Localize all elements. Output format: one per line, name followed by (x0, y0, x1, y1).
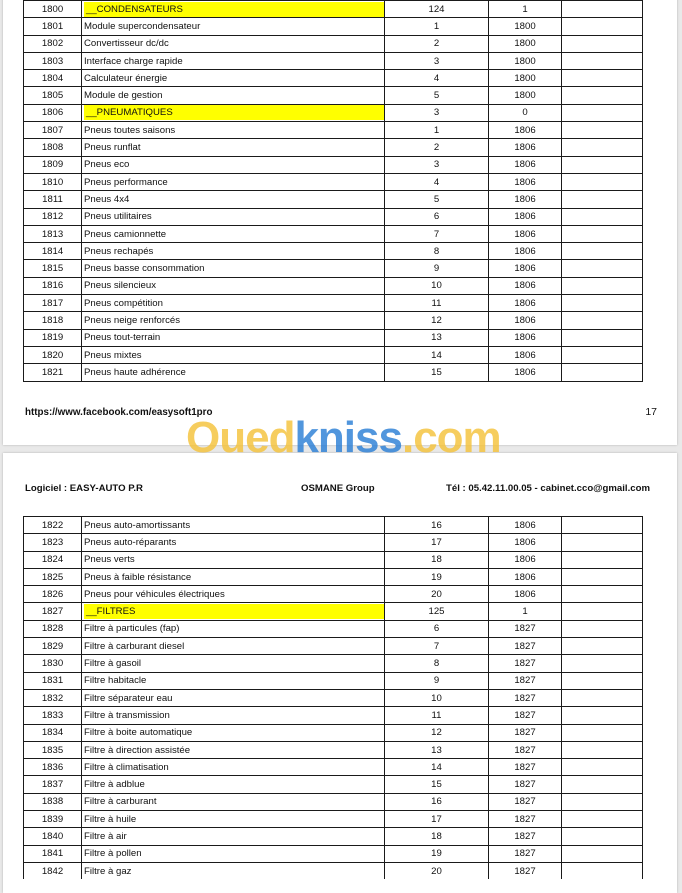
parent-cell: 1806 (489, 586, 562, 603)
header-company: OSMANE Group (301, 483, 375, 494)
code-cell: 1830 (24, 655, 82, 672)
empty-cell (562, 620, 643, 637)
parent-cell: 1806 (489, 364, 562, 381)
code-cell: 1812 (24, 208, 82, 225)
empty-cell (562, 724, 643, 741)
code-cell: 1813 (24, 225, 82, 242)
parent-cell: 1827 (489, 672, 562, 689)
name-cell: Interface charge rapide (82, 52, 385, 69)
order-cell: 124 (385, 1, 489, 18)
name-cell: Pneus haute adhérence (82, 364, 385, 381)
empty-cell (562, 638, 643, 655)
table-row (24, 139, 643, 156)
group-label: __FILTRES (84, 604, 384, 619)
parent-cell: 1806 (489, 568, 562, 585)
parent-cell: 1 (489, 603, 562, 620)
table-row (24, 243, 643, 260)
category-table-page-18 (23, 516, 643, 879)
table-row (24, 122, 643, 139)
parent-cell: 1806 (489, 191, 562, 208)
order-cell: 3 (385, 104, 489, 121)
table-row (24, 191, 643, 208)
empty-cell (562, 156, 643, 173)
name-cell: Pneus runflat (82, 139, 385, 156)
parent-cell: 1806 (489, 260, 562, 277)
table-row (24, 811, 643, 828)
parent-cell: 1806 (489, 517, 562, 534)
code-cell: 1829 (24, 638, 82, 655)
table-row (24, 620, 643, 637)
parent-cell: 1827 (489, 811, 562, 828)
name-cell: Pneus performance (82, 173, 385, 190)
header-software: Logiciel : EASY-AUTO P.R (25, 483, 143, 494)
parent-cell: 1806 (489, 173, 562, 190)
name-cell: Filtre habitacle (82, 672, 385, 689)
table-row (24, 568, 643, 585)
name-cell: Filtre séparateur eau (82, 689, 385, 706)
empty-cell (562, 52, 643, 69)
name-cell: Filtre à carburant (82, 793, 385, 810)
order-cell: 10 (385, 277, 489, 294)
empty-cell (562, 18, 643, 35)
order-cell: 20 (385, 586, 489, 603)
parent-cell: 1806 (489, 329, 562, 346)
order-cell: 14 (385, 346, 489, 363)
parent-cell: 0 (489, 104, 562, 121)
empty-cell (562, 70, 643, 87)
empty-cell (562, 845, 643, 862)
empty-cell (562, 104, 643, 121)
parent-cell: 1 (489, 1, 562, 18)
name-cell: Pneus neige renforcés (82, 312, 385, 329)
ouedkniss-watermark (186, 413, 501, 463)
table-row (24, 260, 643, 277)
table-row (24, 295, 643, 312)
table-row (24, 793, 643, 810)
empty-cell (562, 364, 643, 381)
name-cell: Pneus basse consommation (82, 260, 385, 277)
name-cell: Filtre à direction assistée (82, 741, 385, 758)
parent-cell: 1806 (489, 139, 562, 156)
code-cell: 1836 (24, 759, 82, 776)
table-row (24, 70, 643, 87)
name-cell: Filtre à gaz (82, 862, 385, 879)
name-cell: Pneus rechapés (82, 243, 385, 260)
order-cell: 13 (385, 741, 489, 758)
code-cell: 1828 (24, 620, 82, 637)
name-cell: Calculateur énergie (82, 70, 385, 87)
table-row (24, 655, 643, 672)
empty-cell (562, 568, 643, 585)
empty-cell (562, 1, 643, 18)
code-cell: 1840 (24, 828, 82, 845)
order-cell: 7 (385, 638, 489, 655)
table-row (24, 845, 643, 862)
order-cell: 9 (385, 260, 489, 277)
name-cell: Filtre à particules (fap) (82, 620, 385, 637)
code-cell: 1839 (24, 811, 82, 828)
code-cell: 1832 (24, 689, 82, 706)
table-row (24, 862, 643, 879)
table-row (24, 87, 643, 104)
empty-cell (562, 811, 643, 828)
name-cell: Pneus auto-réparants (82, 534, 385, 551)
code-cell: 1821 (24, 364, 82, 381)
order-cell: 12 (385, 724, 489, 741)
table-row (24, 329, 643, 346)
order-cell: 11 (385, 295, 489, 312)
code-cell: 1814 (24, 243, 82, 260)
code-cell: 1823 (24, 534, 82, 551)
name-cell: Filtre à gasoil (82, 655, 385, 672)
order-cell: 16 (385, 793, 489, 810)
code-cell: 1802 (24, 35, 82, 52)
table-row (24, 346, 643, 363)
parent-cell: 1827 (489, 845, 562, 862)
empty-cell (562, 759, 643, 776)
category-table-body (24, 1, 643, 382)
code-cell: 1818 (24, 312, 82, 329)
empty-cell (562, 346, 643, 363)
code-cell: 1837 (24, 776, 82, 793)
category-table-page-17 (23, 0, 643, 382)
parent-cell: 1827 (489, 620, 562, 637)
empty-cell (562, 741, 643, 758)
empty-cell (562, 87, 643, 104)
order-cell: 17 (385, 534, 489, 551)
order-cell: 18 (385, 551, 489, 568)
code-cell: 1819 (24, 329, 82, 346)
order-cell: 3 (385, 156, 489, 173)
empty-cell (562, 139, 643, 156)
empty-cell (562, 672, 643, 689)
empty-cell (562, 707, 643, 724)
empty-cell (562, 225, 643, 242)
empty-cell (562, 655, 643, 672)
parent-cell: 1800 (489, 70, 562, 87)
code-cell: 1801 (24, 18, 82, 35)
group-label: __PNEUMATIQUES (84, 105, 384, 120)
table-row (24, 638, 643, 655)
empty-cell (562, 793, 643, 810)
empty-cell (562, 689, 643, 706)
order-cell: 20 (385, 862, 489, 879)
table-row (24, 208, 643, 225)
table-row (24, 364, 643, 381)
table-row (24, 534, 643, 551)
table-row (24, 173, 643, 190)
order-cell: 19 (385, 845, 489, 862)
table-row (24, 52, 643, 69)
order-cell: 1 (385, 122, 489, 139)
parent-cell: 1806 (489, 312, 562, 329)
table-row (24, 759, 643, 776)
empty-cell (562, 603, 643, 620)
empty-cell (562, 277, 643, 294)
name-cell: Filtre à pollen (82, 845, 385, 862)
order-cell: 16 (385, 517, 489, 534)
code-cell: 1820 (24, 346, 82, 363)
empty-cell (562, 208, 643, 225)
table-row (24, 828, 643, 845)
order-cell: 3 (385, 52, 489, 69)
parent-cell: 1800 (489, 35, 562, 52)
page-number: 17 (645, 406, 657, 418)
code-cell: 1811 (24, 191, 82, 208)
table-row (24, 724, 643, 741)
parent-cell: 1827 (489, 724, 562, 741)
name-cell: Pneus pour véhicules électriques (82, 586, 385, 603)
order-cell: 13 (385, 329, 489, 346)
code-cell: 1822 (24, 517, 82, 534)
order-cell: 5 (385, 191, 489, 208)
table-row (24, 689, 643, 706)
empty-cell (562, 551, 643, 568)
order-cell: 8 (385, 243, 489, 260)
parent-cell: 1827 (489, 828, 562, 845)
code-cell: 1810 (24, 173, 82, 190)
code-cell: 1816 (24, 277, 82, 294)
name-cell: Pneus verts (82, 551, 385, 568)
name-cell: Pneus camionnette (82, 225, 385, 242)
name-cell: Pneus auto-amortissants (82, 517, 385, 534)
parent-cell: 1806 (489, 122, 562, 139)
empty-cell (562, 776, 643, 793)
table-row (24, 18, 643, 35)
order-cell: 18 (385, 828, 489, 845)
empty-cell (562, 35, 643, 52)
empty-cell (562, 534, 643, 551)
parent-cell: 1806 (489, 243, 562, 260)
order-cell: 6 (385, 208, 489, 225)
watermark-part-1: Oued (186, 413, 295, 462)
order-cell: 6 (385, 620, 489, 637)
code-cell: 1800 (24, 1, 82, 18)
parent-cell: 1800 (489, 52, 562, 69)
order-cell: 125 (385, 603, 489, 620)
name-cell: Pneus à faible résistance (82, 568, 385, 585)
order-cell: 9 (385, 672, 489, 689)
code-cell: 1834 (24, 724, 82, 741)
parent-cell: 1806 (489, 208, 562, 225)
code-cell: 1824 (24, 551, 82, 568)
name-cell: Convertisseur dc/dc (82, 35, 385, 52)
name-cell: Pneus mixtes (82, 346, 385, 363)
order-cell: 5 (385, 87, 489, 104)
order-cell: 4 (385, 70, 489, 87)
order-cell: 11 (385, 707, 489, 724)
name-cell: Pneus utilitaires (82, 208, 385, 225)
empty-cell (562, 191, 643, 208)
parent-cell: 1806 (489, 295, 562, 312)
order-cell: 14 (385, 759, 489, 776)
name-cell: Pneus silencieux (82, 277, 385, 294)
parent-cell: 1827 (489, 741, 562, 758)
code-cell: 1831 (24, 672, 82, 689)
table-row (24, 707, 643, 724)
name-cell: Module de gestion (82, 87, 385, 104)
name-cell: Module supercondensateur (82, 18, 385, 35)
code-cell: 1803 (24, 52, 82, 69)
table-row (24, 776, 643, 793)
parent-cell: 1827 (489, 638, 562, 655)
parent-cell: 1806 (489, 346, 562, 363)
empty-cell (562, 862, 643, 879)
name-cell: Filtre à climatisation (82, 759, 385, 776)
name-cell (82, 603, 385, 620)
order-cell: 15 (385, 364, 489, 381)
table-row (24, 603, 643, 620)
parent-cell: 1800 (489, 18, 562, 35)
parent-cell: 1827 (489, 759, 562, 776)
name-cell: Pneus 4x4 (82, 191, 385, 208)
parent-cell: 1827 (489, 862, 562, 879)
name-cell: Pneus toutes saisons (82, 122, 385, 139)
code-cell: 1841 (24, 845, 82, 862)
name-cell: Pneus compétition (82, 295, 385, 312)
empty-cell (562, 312, 643, 329)
table-row (24, 551, 643, 568)
parent-cell: 1806 (489, 534, 562, 551)
order-cell: 10 (385, 689, 489, 706)
order-cell: 8 (385, 655, 489, 672)
parent-cell: 1800 (489, 87, 562, 104)
table-row (24, 225, 643, 242)
parent-cell: 1806 (489, 277, 562, 294)
empty-cell (562, 828, 643, 845)
code-cell: 1805 (24, 87, 82, 104)
order-cell: 2 (385, 139, 489, 156)
parent-cell: 1806 (489, 551, 562, 568)
table-row (24, 1, 643, 18)
parent-cell: 1806 (489, 156, 562, 173)
empty-cell (562, 260, 643, 277)
parent-cell: 1827 (489, 689, 562, 706)
code-cell: 1838 (24, 793, 82, 810)
group-label: __CONDENSATEURS (84, 2, 384, 17)
name-cell (82, 1, 385, 18)
name-cell (82, 104, 385, 121)
empty-cell (562, 329, 643, 346)
name-cell: Filtre à huile (82, 811, 385, 828)
empty-cell (562, 586, 643, 603)
order-cell: 7 (385, 225, 489, 242)
code-cell: 1807 (24, 122, 82, 139)
code-cell: 1804 (24, 70, 82, 87)
table-row (24, 517, 643, 534)
order-cell: 12 (385, 312, 489, 329)
name-cell: Filtre à transmission (82, 707, 385, 724)
code-cell: 1835 (24, 741, 82, 758)
watermark-part-2: kniss (294, 413, 402, 462)
header-contact: Tél : 05.42.11.00.05 - cabinet.cco@gmail.com (446, 483, 650, 494)
name-cell: Pneus eco (82, 156, 385, 173)
code-cell: 1806 (24, 104, 82, 121)
parent-cell: 1827 (489, 793, 562, 810)
category-table-body (24, 517, 643, 880)
name-cell: Filtre à adblue (82, 776, 385, 793)
parent-cell: 1827 (489, 776, 562, 793)
watermark-part-3: .com (401, 413, 501, 462)
order-cell: 19 (385, 568, 489, 585)
table-row (24, 586, 643, 603)
empty-cell (562, 243, 643, 260)
document-page-17 (3, 0, 677, 445)
footer-url: https://www.facebook.com/easysoft1pro (25, 407, 213, 418)
parent-cell: 1827 (489, 655, 562, 672)
empty-cell (562, 122, 643, 139)
code-cell: 1833 (24, 707, 82, 724)
name-cell: Pneus tout-terrain (82, 329, 385, 346)
table-row (24, 277, 643, 294)
order-cell: 15 (385, 776, 489, 793)
table-row (24, 312, 643, 329)
name-cell: Filtre à air (82, 828, 385, 845)
order-cell: 4 (385, 173, 489, 190)
name-cell: Filtre à boite automatique (82, 724, 385, 741)
code-cell: 1827 (24, 603, 82, 620)
table-row (24, 104, 643, 121)
code-cell: 1825 (24, 568, 82, 585)
table-row (24, 35, 643, 52)
code-cell: 1808 (24, 139, 82, 156)
order-cell: 17 (385, 811, 489, 828)
table-row (24, 741, 643, 758)
code-cell: 1842 (24, 862, 82, 879)
table-row (24, 156, 643, 173)
empty-cell (562, 173, 643, 190)
name-cell: Filtre à carburant diesel (82, 638, 385, 655)
empty-cell (562, 295, 643, 312)
order-cell: 1 (385, 18, 489, 35)
code-cell: 1809 (24, 156, 82, 173)
table-row (24, 672, 643, 689)
code-cell: 1826 (24, 586, 82, 603)
parent-cell: 1806 (489, 225, 562, 242)
parent-cell: 1827 (489, 707, 562, 724)
code-cell: 1817 (24, 295, 82, 312)
empty-cell (562, 517, 643, 534)
code-cell: 1815 (24, 260, 82, 277)
document-page-18 (3, 453, 677, 893)
order-cell: 2 (385, 35, 489, 52)
